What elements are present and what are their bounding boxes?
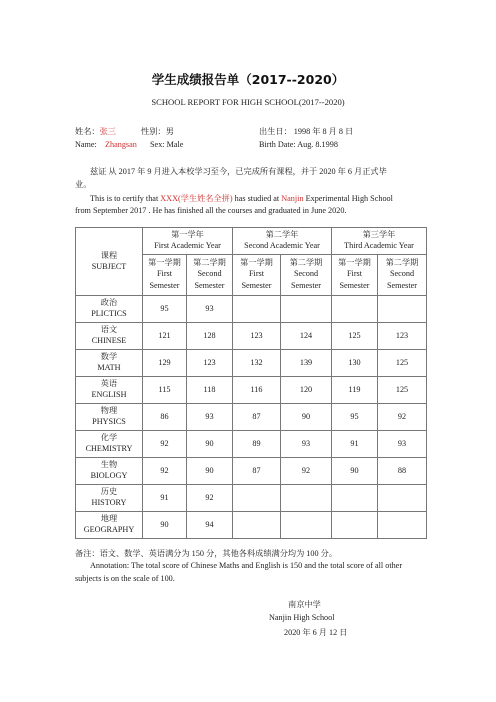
score-cell bbox=[378, 296, 427, 323]
name-en-line bbox=[75, 140, 137, 149]
score-cell: 123 bbox=[378, 323, 427, 350]
score-cell: 90 bbox=[281, 404, 332, 431]
subject-name-en: BIOLOGY bbox=[90, 471, 128, 480]
score-cell bbox=[332, 512, 378, 539]
subject-cell bbox=[76, 323, 143, 350]
score-cell: 130 bbox=[332, 350, 378, 377]
certify-cn-line2: 业。 bbox=[75, 180, 92, 189]
score-cell: 90 bbox=[143, 512, 187, 539]
subject-name-cn: 语文 bbox=[100, 325, 118, 334]
score-cell: 120 bbox=[281, 377, 332, 404]
birth-en: Birth Date: Aug. 8.1998 bbox=[259, 140, 338, 149]
score-cell: 119 bbox=[332, 377, 378, 404]
score-cell bbox=[332, 485, 378, 512]
birth-cn: 出生日： 1998 年 8 月 8 日 bbox=[259, 127, 354, 136]
table-row bbox=[76, 296, 427, 323]
subject-name-en: MATH bbox=[97, 363, 121, 372]
score-cell: 92 bbox=[281, 458, 332, 485]
score-cell: 90 bbox=[187, 431, 233, 458]
score-cell: 91 bbox=[332, 431, 378, 458]
score-cell: 132 bbox=[233, 350, 281, 377]
score-cell bbox=[281, 512, 332, 539]
score-cell: 89 bbox=[233, 431, 281, 458]
subject-name-en: CHEMISTRY bbox=[85, 444, 133, 453]
subject-cell bbox=[76, 350, 143, 377]
score-cell: 87 bbox=[233, 458, 281, 485]
subject-header-cn: 课程 bbox=[100, 250, 118, 260]
student-name-cn: 张三 bbox=[99, 127, 116, 136]
score-cell bbox=[332, 296, 378, 323]
score-cell: 116 bbox=[233, 377, 281, 404]
score-cell: 92 bbox=[378, 404, 427, 431]
page-title: 学生成绩报告单（2017--2020） bbox=[151, 72, 345, 87]
year-label-cn: 第一学年 bbox=[171, 230, 204, 239]
score-cell: 92 bbox=[187, 485, 233, 512]
note-en-line2: subjects is on the scale of 100. bbox=[75, 574, 175, 583]
table-row bbox=[76, 404, 427, 431]
note-en-line1: Annotation: The total score of Chinese Maths and English is 150 and the total score of all other bbox=[90, 561, 403, 570]
table-row bbox=[76, 485, 427, 512]
subject-cell bbox=[76, 296, 143, 323]
table-row bbox=[76, 431, 427, 458]
subject-header-cell bbox=[76, 228, 143, 296]
year-label-cn: 第三学年 bbox=[362, 230, 396, 239]
score-cell: 124 bbox=[281, 323, 332, 350]
semester-header: 第二学期 Second Semester bbox=[187, 255, 233, 296]
grade-rows bbox=[76, 296, 427, 539]
certify-en-line1 bbox=[90, 193, 393, 204]
subject-cell bbox=[76, 431, 143, 458]
note-cn: 备注：语文、数学、英语满分为 150 分，其他各科成绩满分均为 100 分。 bbox=[75, 549, 338, 558]
school-name-en: Nanjin High School bbox=[269, 613, 335, 622]
year-label-en: First Academic Year bbox=[154, 241, 221, 250]
year-header bbox=[233, 228, 332, 255]
score-cell: 86 bbox=[143, 404, 187, 431]
table-row bbox=[76, 458, 427, 485]
gender-cn: 性别：男 bbox=[141, 127, 174, 136]
score-cell bbox=[233, 512, 281, 539]
score-cell: 139 bbox=[281, 350, 332, 377]
subject-name-cn: 地理 bbox=[100, 514, 118, 523]
table-row bbox=[76, 350, 427, 377]
subject-name-en: PHYSICS bbox=[92, 417, 126, 426]
score-cell: 91 bbox=[143, 485, 187, 512]
score-cell: 93 bbox=[378, 431, 427, 458]
semester-header: 第一学期 First Semester bbox=[143, 255, 187, 296]
subject-cell bbox=[76, 512, 143, 539]
school-name-highlight: Nanjin bbox=[281, 194, 304, 203]
subject-name-cn: 生物 bbox=[100, 460, 118, 469]
score-cell: 92 bbox=[143, 458, 187, 485]
subject-name-en: CHINESE bbox=[91, 336, 127, 345]
semester-header: 第一学期 First Semester bbox=[332, 255, 378, 296]
table-row bbox=[76, 512, 427, 539]
year-label-en: Second Academic Year bbox=[244, 241, 320, 250]
subject-name-cn: 政治 bbox=[100, 298, 118, 307]
score-cell: 125 bbox=[378, 350, 427, 377]
score-cell: 94 bbox=[187, 512, 233, 539]
table-row bbox=[76, 323, 427, 350]
score-cell: 87 bbox=[233, 404, 281, 431]
score-cell: 90 bbox=[187, 458, 233, 485]
score-cell: 93 bbox=[187, 296, 233, 323]
subject-name-en: ENGLISH bbox=[91, 390, 127, 399]
year-header bbox=[143, 228, 233, 255]
score-cell bbox=[233, 296, 281, 323]
score-cell bbox=[378, 485, 427, 512]
score-cell bbox=[281, 296, 332, 323]
semester-header: 第二学期 Second Semester bbox=[378, 255, 427, 296]
score-cell: 128 bbox=[187, 323, 233, 350]
score-cell: 95 bbox=[332, 404, 378, 431]
subject-name-cn: 化学 bbox=[100, 433, 118, 442]
score-cell: 90 bbox=[332, 458, 378, 485]
name-cn-line bbox=[75, 126, 116, 137]
subject-cell bbox=[76, 458, 143, 485]
score-cell bbox=[233, 485, 281, 512]
certify-cn-line1: 兹证 从 2017 年 9 月进入本校学习至今，已完成所有课程，并于 2020 年 6 月正式毕 bbox=[90, 167, 387, 176]
score-cell: 123 bbox=[187, 350, 233, 377]
subject-name-cn: 物理 bbox=[100, 406, 118, 415]
subject-cell bbox=[76, 485, 143, 512]
year-label-cn: 第二学年 bbox=[265, 230, 299, 239]
year-label-en: Third Academic Year bbox=[344, 241, 414, 250]
score-cell: 92 bbox=[143, 431, 187, 458]
student-name-en: Zhangsan bbox=[105, 140, 137, 149]
subject-name-cn: 历史 bbox=[100, 487, 118, 496]
subject-name-cn: 数学 bbox=[100, 352, 118, 361]
subject-cell bbox=[76, 404, 143, 431]
score-cell: 93 bbox=[187, 404, 233, 431]
year-header bbox=[332, 228, 427, 255]
subject-cell bbox=[76, 377, 143, 404]
school-name-cn: 南京中学 bbox=[288, 600, 321, 609]
page-subtitle: SCHOOL REPORT FOR HIGH SCHOOL(2017--2020) bbox=[151, 97, 345, 107]
score-cell: 125 bbox=[332, 323, 378, 350]
name-label-cn: 姓名： bbox=[75, 127, 100, 136]
sex-en: Sex: Male bbox=[150, 140, 184, 149]
table-row bbox=[76, 377, 427, 404]
student-name-placeholder: XXX(学生姓名全拼) bbox=[160, 194, 233, 203]
score-cell: 121 bbox=[143, 323, 187, 350]
score-cell: 125 bbox=[378, 377, 427, 404]
subject-name-cn: 英语 bbox=[100, 379, 118, 388]
score-cell: 88 bbox=[378, 458, 427, 485]
subject-name-en: GEOGRAPHY bbox=[83, 525, 135, 534]
certify-en-line2: from September 2017 . He has finished all the courses and graduated in June 2020. bbox=[75, 206, 347, 215]
semester-header: 第一学期 First Semester bbox=[233, 255, 281, 296]
score-cell: 129 bbox=[143, 350, 187, 377]
certify-en-mid: has studied at bbox=[232, 194, 282, 203]
subject-name-en: HISTORY bbox=[91, 498, 127, 507]
score-cell: 123 bbox=[233, 323, 281, 350]
score-cell: 93 bbox=[281, 431, 332, 458]
issue-date: 2020 年 6 月 12 日 bbox=[284, 628, 348, 637]
subject-header-en: SUBJECT bbox=[91, 261, 127, 271]
score-cell bbox=[378, 512, 427, 539]
header-row-years bbox=[76, 228, 427, 255]
grades-table bbox=[75, 227, 427, 539]
certify-en-post: Experimental High School bbox=[303, 194, 393, 203]
semester-header: 第二学期 Second Semester bbox=[281, 255, 332, 296]
subject-name-en: PLICTICS bbox=[91, 309, 127, 318]
score-cell: 95 bbox=[143, 296, 187, 323]
score-cell: 115 bbox=[143, 377, 187, 404]
certify-en-pre: This is to certify that bbox=[90, 194, 161, 203]
name-label-en: Name: bbox=[75, 140, 97, 149]
score-cell: 118 bbox=[187, 377, 233, 404]
score-cell bbox=[281, 485, 332, 512]
